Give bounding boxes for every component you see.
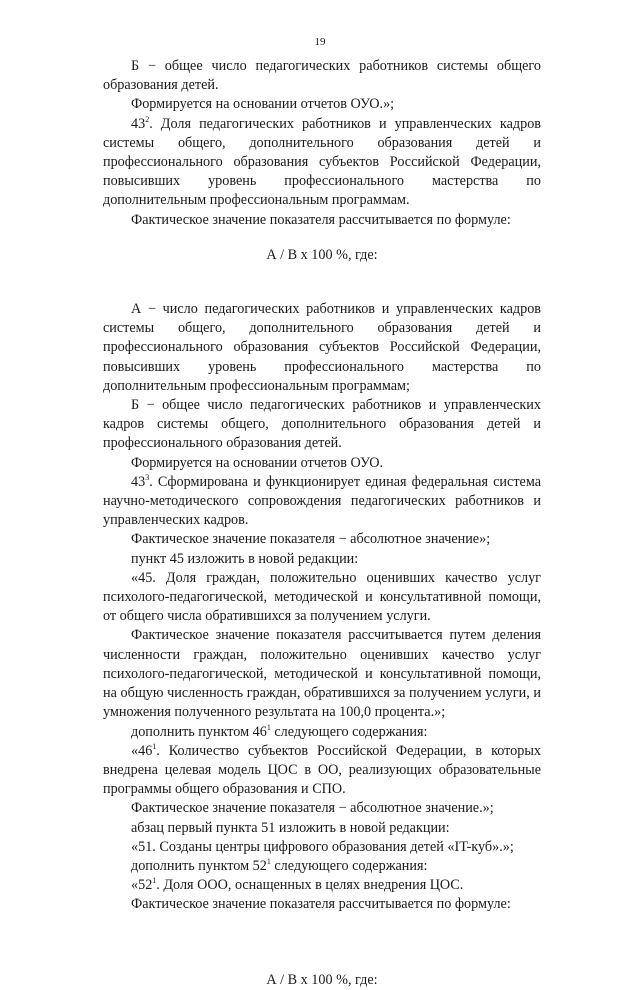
paragraph-b-definition: Б − общее число педагогических работников системы общего образования детей.	[103, 58, 541, 94]
item-superscript: 1	[152, 741, 157, 751]
paragraph-item-46-1-intro	[103, 723, 541, 742]
item-number: 43	[131, 115, 146, 132]
item-number: «52	[131, 877, 153, 894]
paragraph-item-52-1-intro	[103, 857, 541, 876]
item-superscript: 2	[145, 114, 150, 124]
formula: А / В x 100 %, где:	[266, 246, 378, 263]
item-number: дополнить пунктом 52	[131, 857, 267, 874]
item-superscript: 1	[266, 722, 271, 732]
item-52-1	[103, 876, 541, 895]
paragraph-formula-intro: Фактическое значение показателя рассчитывается по формуле:	[131, 211, 511, 228]
item-text: . Доля педагогических работников и управленческих кадров системы общего, дополнительного образования детей и профессионального образования субъектов Российской Федерации, повысивших уровень профессионального мастерства по дополнительным профессиональным программам.	[103, 115, 541, 209]
paragraph-absolute-value: Фактическое значение показателя − абсолютное значение»;	[131, 531, 491, 548]
paragraph-formula-intro-2: Фактическое значение показателя рассчитывается по формуле:	[131, 896, 511, 913]
item-text: следующего содержания:	[270, 723, 428, 740]
item-number: 43	[131, 473, 146, 490]
document-body	[103, 57, 541, 990]
paragraph-calculation-45: Фактическое значение показателя рассчитывается путем деления численности граждан, положительно оценивших качество услуг психолого-педагогической, методической и консультативной помощи, на общую численность граждан, обратившихся за получением услуги, и умножения полученного результата на 100,0 процента.»;	[103, 627, 541, 721]
item-51: «51. Созданы центры цифрового образования детей «IT-куб».»;	[131, 838, 514, 855]
formula-2: А / В x 100 %, где:	[266, 971, 378, 988]
item-superscript: 1	[152, 876, 157, 886]
page-number: 19	[314, 36, 326, 48]
item-superscript: 3	[145, 472, 150, 482]
item-43-2	[103, 115, 541, 211]
paragraph-item-51-intro: абзац первый пункта 51 изложить в новой редакции:	[131, 819, 450, 836]
item-text: . Доля ООО, оснащенных в целях внедрения ЦОС.	[156, 877, 464, 894]
item-superscript: 1	[266, 856, 271, 866]
paragraph-source-2: Формируется на основании отчетов ОУО.	[131, 454, 384, 471]
item-text: следующего содержания:	[270, 857, 428, 874]
paragraph-a-definition: А − число педагогических работников и управленческих кадров системы общего, дополнительного образования детей и профессионального образования субъектов Российской Федерации, повысивших уровень профессионального мастерства по дополнительным профессиональным программам;	[103, 301, 541, 394]
item-45: «45. Доля граждан, положительно оценивших качество услуг психолого-педагогической, методической и консультативной помощи, от общего числа обратившихся за получением услуги.	[103, 569, 541, 625]
paragraph-item-45-intro: пункт 45 изложить в новой редакции:	[131, 550, 359, 567]
item-46-1	[103, 742, 541, 800]
paragraph-absolute-value-2: Фактическое значение показателя − абсолютное значение.»;	[131, 800, 494, 817]
item-text: . Количество субъектов Российской Федерации, в которых внедрена целевая модель ЦОС в ОО, реализующих образовательные программы общего образования и СПО.	[103, 742, 541, 798]
paragraph-b-definition-2: Б − общее число педагогических работников и управленческих кадров системы общего, дополнительного образования детей и профессионального образования детей.	[103, 397, 541, 452]
item-43-3	[103, 473, 541, 531]
item-number: «46	[131, 742, 153, 759]
item-text: . Сформирована и функционирует единая федеральная система научно-методического сопровождения педагогических работников и управленческих кадров.	[103, 473, 541, 529]
item-number: дополнить пунктом 46	[131, 723, 267, 740]
paragraph-source: Формируется на основании отчетов ОУО.»;	[131, 96, 395, 113]
